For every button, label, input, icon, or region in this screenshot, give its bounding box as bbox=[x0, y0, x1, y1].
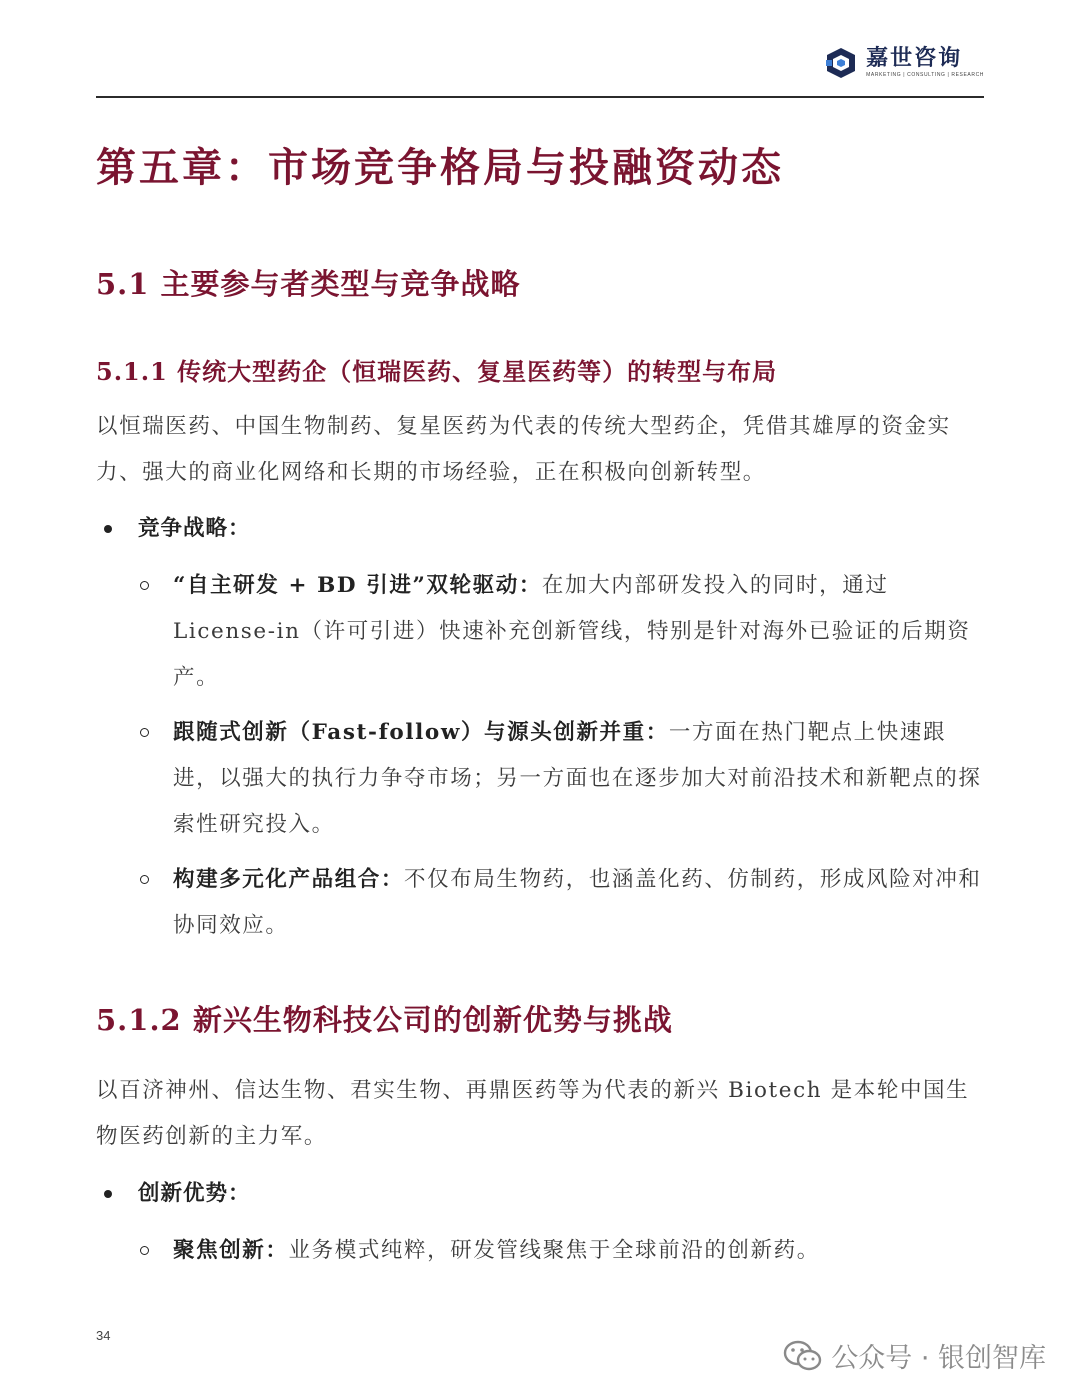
item-text: 在加大内部研发投入的同时，通过 License-in（许可引进）快速补充创新管线，特别是针对海外已验证的后期资产。 bbox=[173, 573, 971, 690]
watermark-text: 公众号 · 银创智库 bbox=[831, 1343, 1046, 1374]
list-item bbox=[140, 563, 986, 701]
item-text: 一方面在热门靶点上快速跟进，以强大的执行力争夺市场；另一方面也在逐步加大对前沿技术和新靶点的探索性研究投入。 bbox=[173, 720, 982, 837]
bullet-dot-icon bbox=[104, 1190, 112, 1198]
bullet-dot-icon bbox=[104, 525, 112, 533]
chapter-title: 第五章：市场竞争格局与投融资动态 bbox=[96, 144, 784, 191]
list-item bbox=[140, 710, 986, 848]
brand-logo bbox=[824, 46, 984, 80]
brand-tagline: MARKETING | CONSULTING | RESEARCH bbox=[866, 72, 984, 78]
item-lead: 聚焦创新： bbox=[173, 1238, 289, 1263]
section-5-1-1-title: 5.1.1 传统大型药企（恒瑞医药、复星医药等）的转型与布局 bbox=[96, 357, 778, 386]
list-item bbox=[140, 857, 986, 949]
item-text: 不仅布局生物药，也涵盖化药、仿制药，形成风险对冲和协同效应。 bbox=[173, 867, 982, 938]
list-item bbox=[104, 506, 251, 552]
section-5-1-2-intro: 以百济神州、信达生物、君实生物、再鼎医药等为代表的新兴 Biotech 是本轮中国生物医药创新的主力军。 bbox=[96, 1078, 970, 1149]
hollow-bullet-icon bbox=[140, 1246, 149, 1255]
page-number: 34 bbox=[96, 1328, 111, 1343]
bullet-label: 创新优势： bbox=[138, 1181, 251, 1206]
section-5-1-1-intro: 以恒瑞医药、中国生物制药、复星医药为代表的传统大型药企，凭借其雄厚的资金实力、强大的商业化网络和长期的市场经验，正在积极向创新转型。 bbox=[96, 414, 951, 485]
hollow-bullet-icon bbox=[140, 875, 149, 884]
item-lead: 构建多元化产品组合： bbox=[173, 867, 405, 892]
brand-name: 嘉世咨询 bbox=[866, 46, 963, 71]
hollow-bullet-icon bbox=[140, 728, 149, 737]
item-lead: 跟随式创新（Fast-follow）与源头创新并重： bbox=[173, 720, 669, 745]
page-header bbox=[96, 40, 984, 98]
item-lead: “自主研发 + BD 引进”双轮驱动： bbox=[173, 573, 542, 598]
wechat-icon bbox=[783, 1339, 823, 1373]
section-5-1-title: 5.1 主要参与者类型与竞争战略 bbox=[96, 267, 521, 301]
section-5-1-2-title: 5.1.2 新兴生物科技公司的创新优势与挑战 bbox=[96, 1003, 673, 1037]
watermark bbox=[783, 1336, 1046, 1375]
brand-cube-icon bbox=[824, 46, 858, 80]
hollow-bullet-icon bbox=[140, 581, 149, 590]
item-text: 业务模式纯粹，研发管线聚焦于全球前沿的创新药。 bbox=[288, 1238, 820, 1263]
list-item bbox=[140, 1228, 986, 1274]
list-item bbox=[104, 1171, 251, 1217]
bullet-label: 竞争战略： bbox=[138, 516, 251, 541]
